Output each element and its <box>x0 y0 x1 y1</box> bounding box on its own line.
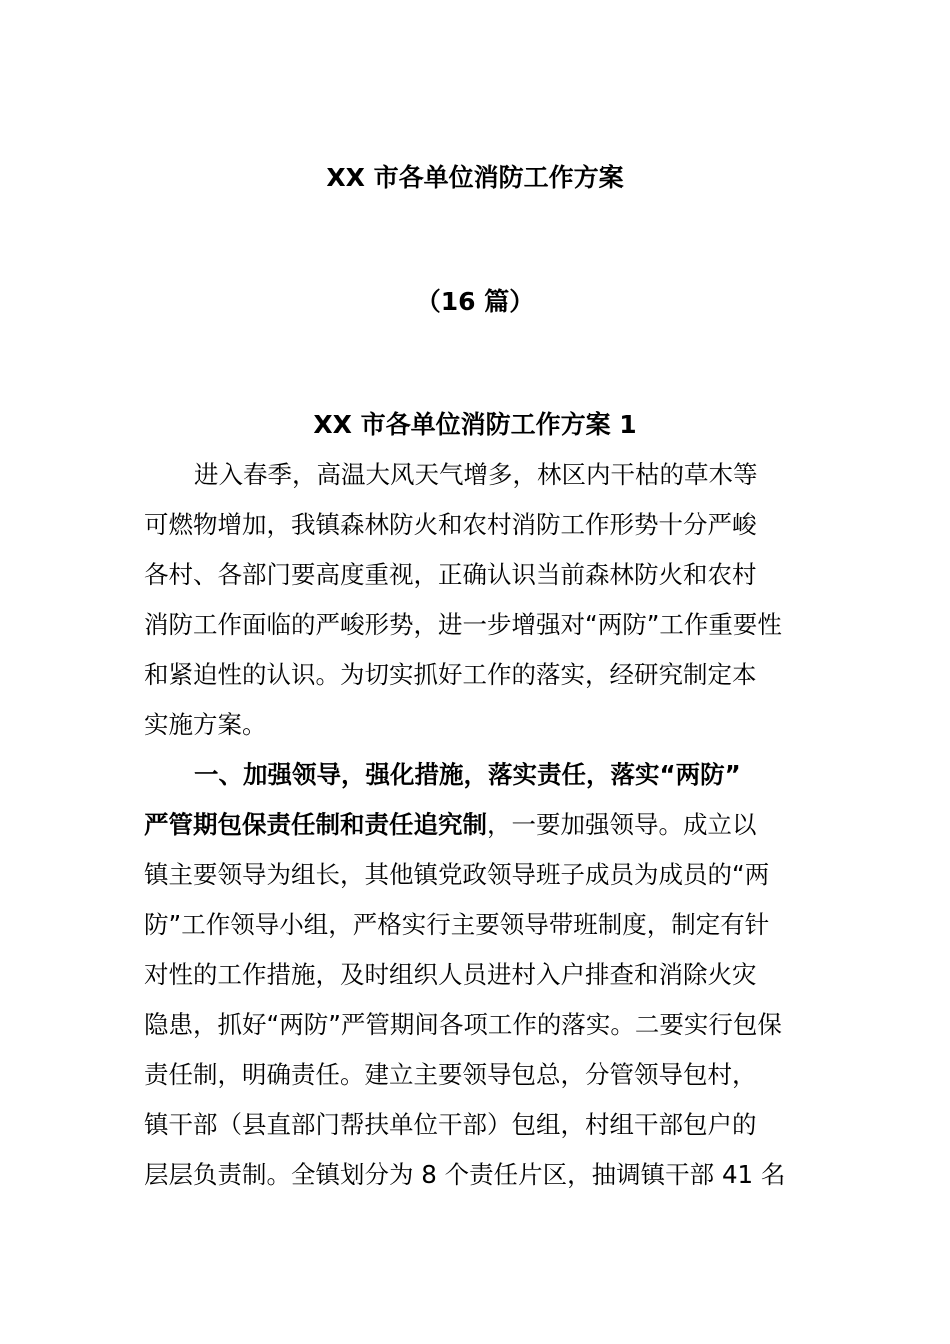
paragraph-line: 各村、各部门要高度重视，正确认识当前森林防火和农村 <box>144 560 757 589</box>
paragraph-line: 防”工作领导小组，严格实行主要领导带班制度，制定有针 <box>144 910 770 939</box>
paragraph-line: 进入春季，高温大风天气增多，林区内干枯的草木等 <box>194 460 758 489</box>
paragraph-intro <box>144 450 812 750</box>
paragraph-line: 实施方案。 <box>144 710 267 739</box>
paragraph-line: 镇主要领导为组长，其他镇党政领导班子成员为成员的“两 <box>144 860 770 889</box>
paragraph-line: 对性的工作措施，及时组织人员进村入户排查和消除火灾 <box>144 960 757 989</box>
paragraph-line: 镇干部（县直部门帮扶单位干部）包组，村组干部包户的 <box>144 1110 757 1139</box>
paragraph-line: 和紧迫性的认识。为切实抓好工作的落实，经研究制定本 <box>144 660 757 689</box>
paragraph-line: 责任制，明确责任。建立主要领导包总，分管领导包村， <box>144 1060 757 1089</box>
paragraph-line <box>144 800 812 850</box>
document-title: XX 市各单位消防工作方案 <box>326 163 624 192</box>
section-one-heading-line: 一、加强领导，强化措施，落实责任，落实“两防” <box>194 760 741 789</box>
paragraph-line: 层层负责制。全镇划分为 8 个责任片区，抽调镇干部 41 名 <box>144 1160 786 1189</box>
document-count-label: （16 篇） <box>415 287 535 316</box>
paragraph-line: 可燃物增加，我镇森林防火和农村消防工作形势十分严峻 <box>144 510 757 539</box>
paragraph-line-rest: ，一要加强领导。成立以 <box>487 810 757 839</box>
paragraph-line: 消防工作面临的严峻形势，进一步增强对“两防”工作重要性 <box>144 610 782 639</box>
paragraph-line: 隐患，抓好“两防”严管期间各项工作的落实。二要实行包保 <box>144 1010 782 1039</box>
section-heading: XX 市各单位消防工作方案 1 <box>313 410 637 439</box>
section-one-heading-continuation: 严管期包保责任制和责任追究制 <box>144 810 487 839</box>
paragraph-section-one <box>144 750 812 1200</box>
